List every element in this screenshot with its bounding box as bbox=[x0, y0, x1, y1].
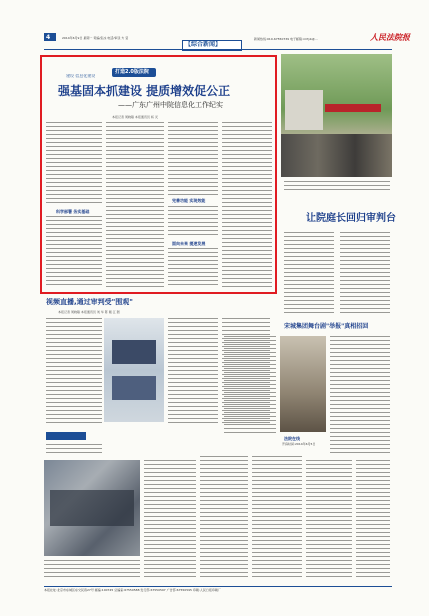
person-photo bbox=[280, 336, 326, 432]
lead-section-head-2: 完善功能 实现效能 bbox=[172, 198, 206, 203]
blue-banner bbox=[46, 432, 86, 440]
contact-line: 新闻热线:010-67550739 电子邮箱:rmfyb@... bbox=[254, 37, 318, 41]
page-number: 4 bbox=[46, 34, 51, 41]
right-col-1 bbox=[284, 232, 334, 314]
masthead bbox=[0, 0, 429, 48]
footer-rule bbox=[44, 586, 392, 587]
lead-section-head-1: 科学部署 务实基础 bbox=[56, 209, 90, 214]
tent bbox=[285, 90, 323, 130]
photo-caption-right bbox=[284, 181, 390, 191]
right-headline: 让院庭长回归审判台 bbox=[306, 213, 396, 224]
bottom-col-4 bbox=[306, 460, 352, 580]
date-line: 2014年6月9日 星期一 责编/张冰 电话/审读 方 莹 bbox=[62, 36, 129, 40]
lead-col-1 bbox=[46, 122, 102, 206]
outdoor-photo bbox=[281, 54, 392, 177]
trial-photo-caption bbox=[44, 560, 140, 580]
section-tag: 【综合新闻】 bbox=[185, 41, 222, 48]
lead-subheadline: ——广东广州中院信息化工作纪实 bbox=[118, 101, 223, 109]
lead-section-head-3: 面向未来 提速发展 bbox=[172, 241, 206, 246]
bottom-col-2 bbox=[200, 456, 248, 580]
lead-headline: 强基固本抓建设 提质增效促公正 bbox=[58, 84, 231, 98]
lead-col-1b bbox=[46, 216, 102, 288]
screen-2 bbox=[112, 376, 156, 400]
lead-byline: 本报记者 周晓聪 本报通讯员 杨 灵 bbox=[112, 115, 158, 119]
bottom-col-3 bbox=[252, 456, 302, 580]
lead-col-2 bbox=[106, 122, 164, 288]
lb-col-2 bbox=[168, 318, 218, 426]
lead-col-3c bbox=[168, 248, 218, 288]
sidebar-text: 开庭时间:2014年6月5日 bbox=[282, 442, 316, 446]
sidebar-label: 法院在线 bbox=[284, 436, 300, 441]
court-screen-photo bbox=[104, 318, 164, 422]
bottom-col-5 bbox=[356, 460, 390, 580]
bottom-col-1 bbox=[144, 460, 196, 580]
right-col-2 bbox=[340, 232, 390, 314]
mid-col-1 bbox=[224, 336, 276, 436]
banner bbox=[325, 104, 381, 112]
lb-col-1 bbox=[46, 318, 102, 426]
people-row bbox=[50, 490, 134, 526]
masthead-rule bbox=[44, 49, 392, 50]
lb-col-1b bbox=[46, 444, 102, 456]
series-sub: 建设 信息化建设 bbox=[66, 74, 96, 78]
left-bottom-headline: 视频直播,通过审判受"围观" bbox=[46, 298, 133, 306]
left-bottom-byline: 本报记者 周晓聪 本报通讯员 刘 华 陈 刚 江 图 bbox=[58, 310, 120, 314]
paper-name: 人民法院报 bbox=[370, 33, 410, 42]
mid-col-2 bbox=[330, 336, 390, 456]
lead-col-4 bbox=[222, 122, 272, 288]
screen-1 bbox=[112, 340, 156, 364]
mid-headline: 宋城集团舞台剧"举报"真相招回 bbox=[284, 323, 369, 330]
lead-col-3 bbox=[168, 122, 218, 196]
lead-col-3b bbox=[168, 206, 218, 238]
footer-text: 本报社址:北京市东城区东交民巷27号 邮编:100745 总编室:67550588 发行部:67550597 广告部:67550595 印刷:人民日报印刷厂 bbox=[44, 588, 221, 592]
trial-photo bbox=[44, 460, 140, 556]
crowd bbox=[281, 134, 392, 177]
series-badge-text: 打造2.0版法院 bbox=[115, 69, 149, 75]
